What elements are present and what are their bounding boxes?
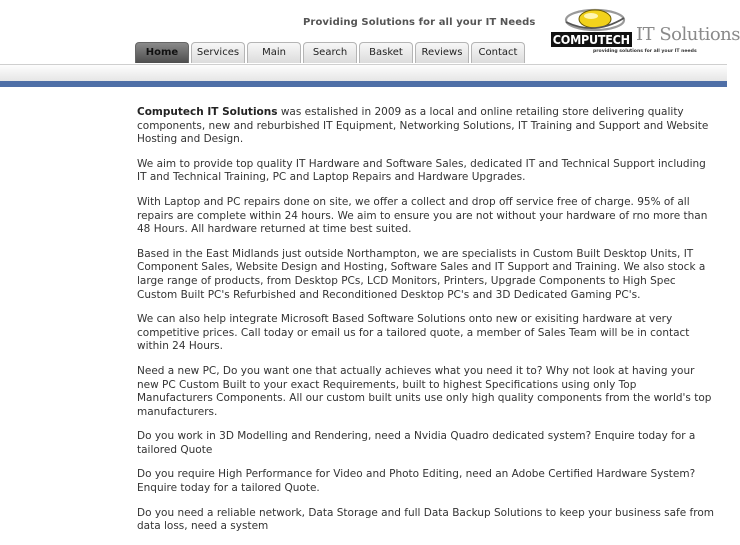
content-paragraph: Do you need a reliable network, Data Storage and full Data Backup Solutions to keep your business safe from data loss, need a system — [137, 506, 714, 533]
tab-reviews[interactable]: Reviews — [415, 42, 469, 63]
site-logo[interactable] — [550, 4, 740, 60]
content-paragraph: Based in the East Midlands just outside Northampton, we are specialists in Custom Built Desktop Units, IT Component Sales, Website Design and Hosting, Software Sales and IT Support and Training. We also stock a large range of products, from Desktop PCs, LCD Monitors, Printers, Upgrade Components to High Spec Custom Built PC's Refurbished and Reconditioned Desktop PC's and 3D Dedicated Gaming PC's. — [137, 247, 706, 301]
intro-paragraph — [137, 106, 715, 147]
main-nav — [135, 42, 527, 63]
tab-basket[interactable]: Basket — [359, 42, 413, 63]
tab-services[interactable]: Services — [191, 42, 245, 63]
site-header — [0, 0, 740, 64]
accent-divider — [0, 81, 727, 87]
content-paragraph: Need a new PC, Do you want one that actually achieves what you need it to? Why not look at having your new PC Custom Built to your exact Requirements, built to highest Specifications using only Top Manufacturers Components. All our custom built units use only high quality components from the world's top manufacturers. — [137, 364, 712, 418]
tab-main-shop[interactable]: Main — [247, 42, 301, 63]
nav-underbar — [0, 64, 727, 81]
content-paragraph: We can also help integrate Microsoft Based Software Solutions onto new or exisiting hardware at very competitive prices. Call today or email us for a tailored quote, a member of Sales Team will be in contact within 24 Hours. — [137, 313, 690, 353]
logo-subtitle: providing solutions for all your IT needs — [593, 49, 697, 54]
tab-search[interactable]: Search — [303, 42, 357, 63]
content-paragraph: Do you require High Performance for Video and Photo Editing, need an Adobe Certified Hardware System? Enquire today for a tailored Quote. — [137, 468, 696, 495]
logo-wordmark-it-solutions: IT Solutions — [636, 24, 740, 45]
logo-swoosh-icon — [564, 6, 626, 32]
main-content — [137, 106, 715, 545]
tab-contact[interactable]: Contact — [471, 42, 525, 63]
site-tagline: Providing Solutions for all your IT Needs — [303, 17, 536, 28]
intro-text: was estalished in 2009 as a local and online retailing store delivering quality components, new and reburbished IT Equipment, Networking Solutions, IT Training and Support and Website Hosting and Design. — [137, 106, 709, 146]
company-name: Computech IT Solutions — [137, 106, 278, 118]
tab-home[interactable]: Home — [135, 42, 189, 63]
logo-wordmark-computech: COMPUTECH — [552, 32, 630, 47]
content-paragraph: Do you work in 3D Modelling and Rendering, need a Nvidia Quadro dedicated system? Enquire today for a tailored Quote — [137, 430, 696, 456]
content-paragraph: With Laptop and PC repairs done on site, we offer a collect and drop off service free of charge. 95% of all repairs are complete within 24 hours. We aim to ensure you are not without your hardware of rno more than 48 Hours. All hardware returned at time best suited. — [137, 195, 708, 236]
content-paragraph: We aim to provide top quality IT Hardware and Software Sales, dedicated IT and Technical Support including IT and Technical Training, PC and Laptop Repairs and Hardware Upgrades. — [137, 157, 706, 184]
